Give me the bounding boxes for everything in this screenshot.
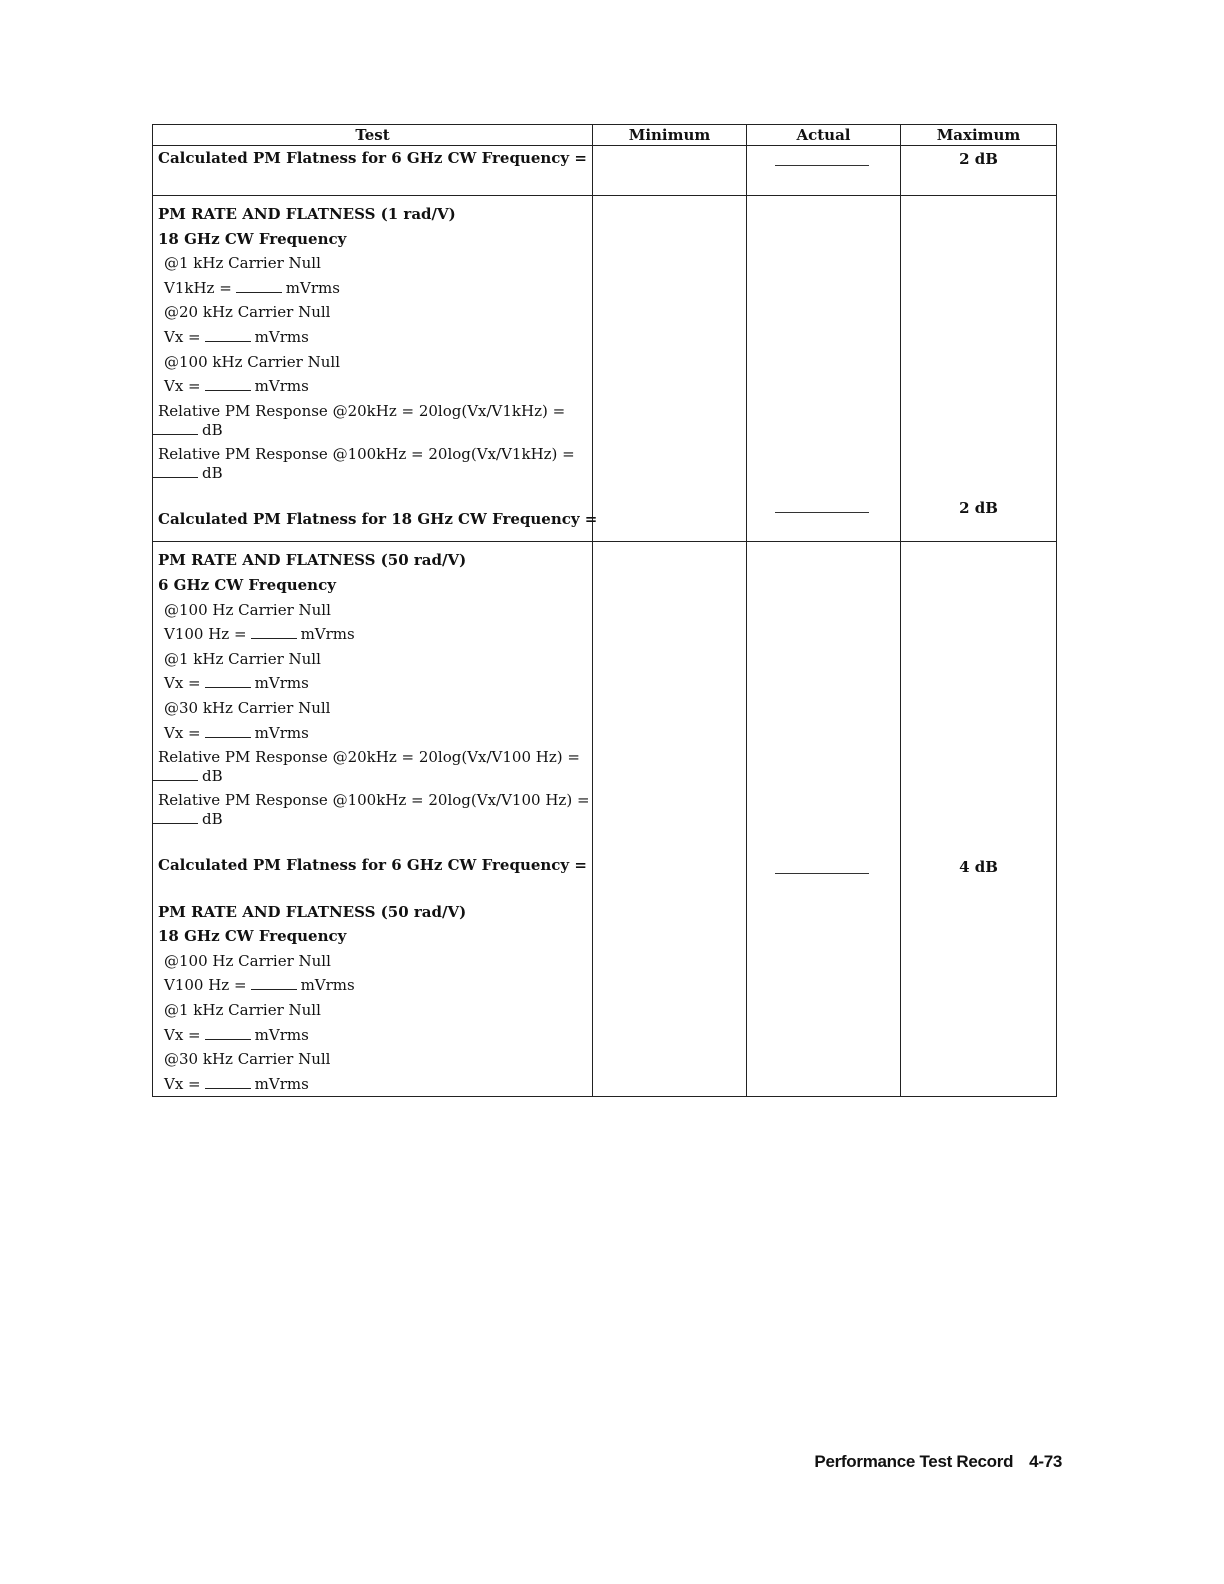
maximum-cell [901,196,1057,542]
measurement-line [158,374,592,399]
carrier-null-label: @1 kHz Carrier Null [164,649,321,668]
entry-blank[interactable] [152,422,198,435]
measurement-line [158,973,592,998]
actual-entry-line[interactable] [775,512,869,513]
measurement-line [158,1072,592,1097]
relative-response-line [158,745,592,788]
carrier-null-label: @100 kHz Carrier Null [164,352,340,371]
unit-label: mVrms [254,723,309,742]
measurement-label: V1kHz = [164,278,232,297]
carrier-null-label: @100 Hz Carrier Null [164,951,331,970]
minimum-cell [593,146,747,196]
unit-label: mVrms [300,976,355,995]
measurement-label: V100 Hz = [164,625,247,644]
entry-blank[interactable] [205,1076,251,1089]
frequency-label: 18 GHz CW Frequency [158,229,347,248]
relative-response-line [158,442,592,485]
unit-label: mVrms [254,1074,309,1093]
measurement-line [158,1023,592,1048]
unit-label: mVrms [254,1025,309,1044]
maximum-value: 4 dB [959,858,998,877]
maximum-value: 2 dB [959,499,998,518]
entry-blank[interactable] [152,465,198,478]
entry-blank[interactable] [205,675,251,688]
table-row [153,542,1057,1097]
measurement-label: Vx = [164,327,201,346]
unit-label: dB [202,810,223,829]
relative-response-line [158,399,592,442]
unit-label: mVrms [254,674,309,693]
calc-flatness-18ghz-label: Calculated PM Flatness for 18 GHz CW Frequency = [158,509,598,528]
calc-flatness-6ghz-label: Calculated PM Flatness for 6 GHz CW Frequency = [158,149,587,167]
page-number: 4-73 [1029,1452,1062,1471]
maximum-cell [901,542,1057,1097]
carrier-null-label: @1 kHz Carrier Null [164,254,321,273]
relative-response-label: Relative PM Response @20kHz = 20log(Vx/V100 Hz) = [158,748,580,767]
unit-label: dB [202,767,223,786]
measurement-label: Vx = [164,674,201,693]
measurement-label: Vx = [164,377,201,396]
section-heading: PM RATE AND FLATNESS (50 rad/V) [158,902,467,921]
page-footer [814,1452,1062,1472]
entry-blank[interactable] [205,378,251,391]
measurement-line [158,276,592,301]
measurement-line [158,721,592,746]
measurement-line [158,622,592,647]
carrier-null-label: @1 kHz Carrier Null [164,1001,321,1020]
test-cell [153,146,593,196]
carrier-null-label: @100 Hz Carrier Null [164,600,331,619]
entry-blank[interactable] [251,977,297,990]
minimum-cell [593,542,747,1097]
carrier-null-label: @30 kHz Carrier Null [164,698,331,717]
unit-label: mVrms [254,377,309,396]
measurement-line [158,671,592,696]
unit-label: dB [202,420,223,439]
test-cell [153,542,593,1097]
carrier-null-label: @30 kHz Carrier Null [164,1050,331,1069]
relative-response-label: Relative PM Response @100kHz = 20log(Vx/V100 Hz) = [158,791,590,810]
unit-label: mVrms [254,327,309,346]
carrier-null-label: @20 kHz Carrier Null [164,303,331,322]
table-row [153,146,1057,196]
header-actual: Actual [747,125,901,146]
frequency-label: 6 GHz CW Frequency [158,575,336,594]
measurement-line [158,325,592,350]
unit-label: mVrms [300,625,355,644]
actual-entry-line[interactable] [775,873,869,874]
relative-response-line [158,788,592,831]
measurement-label: V100 Hz = [164,976,247,995]
measurement-label: Vx = [164,723,201,742]
actual-cell[interactable] [747,196,901,542]
header-maximum: Maximum [901,125,1057,146]
performance-test-table [152,124,1057,1097]
entry-blank[interactable] [205,725,251,738]
entry-blank[interactable] [205,329,251,342]
entry-blank[interactable] [152,768,198,781]
header-test: Test [153,125,593,146]
relative-response-label: Relative PM Response @20kHz = 20log(Vx/V1kHz) = [158,401,566,420]
calc-flatness-6ghz-label: Calculated PM Flatness for 6 GHz CW Frequency = [158,856,587,875]
entry-blank[interactable] [152,811,198,824]
actual-cell[interactable] [747,542,901,1097]
unit-label: dB [202,463,223,482]
section-heading: PM RATE AND FLATNESS (1 rad/V) [158,205,456,223]
entry-blank[interactable] [205,1027,251,1040]
maximum-cell [901,146,1057,196]
section-heading: PM RATE AND FLATNESS (50 rad/V) [158,551,467,570]
entry-blank[interactable] [251,626,297,639]
frequency-label: 18 GHz CW Frequency [158,927,347,946]
test-cell [153,196,598,542]
table-header-row [153,125,1057,146]
actual-cell[interactable] [747,146,901,196]
footer-title: Performance Test Record [814,1452,1014,1471]
header-minimum: Minimum [593,125,747,146]
unit-label: mVrms [285,278,340,297]
table-row [153,196,1057,542]
minimum-cell [593,196,747,542]
measurement-label: Vx = [164,1074,201,1093]
measurement-label: Vx = [164,1025,201,1044]
relative-response-label: Relative PM Response @100kHz = 20log(Vx/V1kHz) = [158,444,575,463]
entry-blank[interactable] [236,280,282,293]
maximum-value: 2 dB [959,150,998,168]
actual-entry-line[interactable] [775,165,869,166]
